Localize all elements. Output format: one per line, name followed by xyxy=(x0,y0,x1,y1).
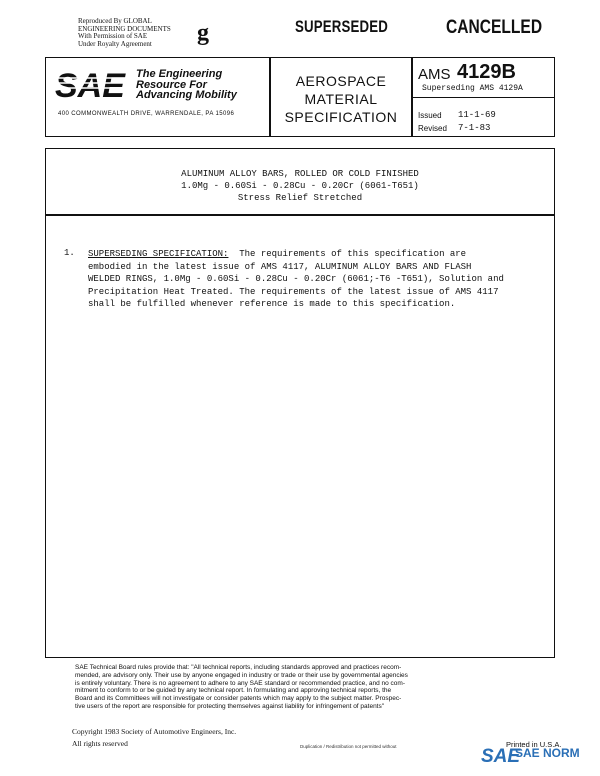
header-rule xyxy=(411,97,555,98)
body-line-1 xyxy=(88,248,550,261)
spec-type-line: SPECIFICATION xyxy=(284,109,398,125)
sae-norm-watermark: SAE NORM xyxy=(515,746,580,760)
issued-label: Issued xyxy=(418,111,442,120)
body-line: Precipitation Heat Treated. The requirements of the latest issue of AMS 4117 xyxy=(88,286,499,297)
copyright: Copyright 1983 Society of Automotive Engineers, Inc. xyxy=(72,727,237,736)
tagline-line: The Engineering xyxy=(136,68,223,80)
ams-number: 4129B xyxy=(457,61,516,83)
technical-board-note xyxy=(75,664,547,711)
superseding-note: Superseding AMS 4129A xyxy=(422,84,523,93)
reproduction-line: Reproduced By GLOBAL xyxy=(78,17,152,25)
tagline-line: Advancing Mobility xyxy=(136,89,237,101)
sae-logo-text: SAE xyxy=(55,67,125,105)
reproduction-notice xyxy=(78,18,171,48)
title-line: 1.0Mg - 0.60Si - 0.28Cu - 0.20Cr (6061-T651) xyxy=(181,181,419,191)
note-line: is entirely voluntary. There is no agreement to adhere to any SAE standard or recommended practice, and no com- xyxy=(75,679,405,687)
sae-tagline xyxy=(136,69,237,101)
revised-date: 7-1-83 xyxy=(458,123,491,133)
tagline-line: Resource For xyxy=(136,78,207,91)
body-line: WELDED RINGS, 1.0Mg - 0.60Si - 0.28Cu - 0.20Cr (6061;-T6 -T651), Solution and xyxy=(88,274,504,284)
spec-title xyxy=(45,168,555,204)
sae-logo xyxy=(55,66,133,104)
note-line: tive users of the report are responsible for protecting themselves against liability for infringement of patents" xyxy=(75,702,385,710)
title-separator xyxy=(45,214,555,216)
content-box xyxy=(45,148,555,658)
spec-type-line: AEROSPACE xyxy=(295,73,387,89)
body-text: The requirements of this specification are xyxy=(239,249,467,259)
title-line: ALUMINUM ALLOY BARS, ROLLED OR COLD FINISHED xyxy=(181,169,419,179)
revised-label: Revised xyxy=(418,124,447,133)
svg-text:SAE: SAE xyxy=(481,746,521,767)
ams-prefix: AMS xyxy=(418,66,451,83)
body-line: shall be fulfilled whenever reference is made to this specification. xyxy=(88,299,456,309)
reproduction-line: With Permission of SAE xyxy=(78,32,148,40)
reproduction-line: ENGINEERING DOCUMENTS xyxy=(78,24,171,33)
section-body xyxy=(88,248,550,311)
spec-type-line: MATERIAL xyxy=(304,91,378,107)
body-line: embodied in the latest issue of AMS 4117, ALUMINUM ALLOY BARS AND FLASH xyxy=(88,261,472,272)
title-line: Stress Relief Stretched xyxy=(237,193,363,203)
spec-type xyxy=(276,72,406,126)
superseded-stamp: SUPERSEDED xyxy=(295,17,388,36)
issued-date: 11-1-69 xyxy=(458,110,496,120)
header-divider xyxy=(269,57,271,137)
cancelled-stamp: CANCELLED xyxy=(446,17,543,38)
section-heading: SUPERSEDING SPECIFICATION: xyxy=(88,249,229,259)
note-line: mitment to conform to or be guided by any technical report. In formulating and approving technical reports, the xyxy=(75,687,392,695)
g-mark: g xyxy=(197,20,209,46)
note-line: Board and its Committees will not investigate or consider patents which may apply to the subject matter. Prospec- xyxy=(75,695,402,703)
printed-in: Printed in U.S.A. xyxy=(506,740,562,749)
reproduction-line: Under Royalty Agreement xyxy=(78,39,152,48)
section-number: 1. xyxy=(64,248,75,258)
sae-address: 400 COMMONWEALTH DRIVE, WARRENDALE, PA 15096 xyxy=(58,111,235,117)
note-line: mended, are advisory only. Their use by anyone engaged in industry or trade or their use by governmental agencies xyxy=(75,671,408,679)
duplication-note: Duplication / Redistribution not permitted without xyxy=(300,744,397,749)
note-line: SAE Technical Board rules provide that: "All technical reports, including standards approved and practices recom- xyxy=(75,664,402,671)
sae-norm-logo-icon xyxy=(481,742,521,768)
rights-reserved: All rights reserved xyxy=(72,739,128,748)
